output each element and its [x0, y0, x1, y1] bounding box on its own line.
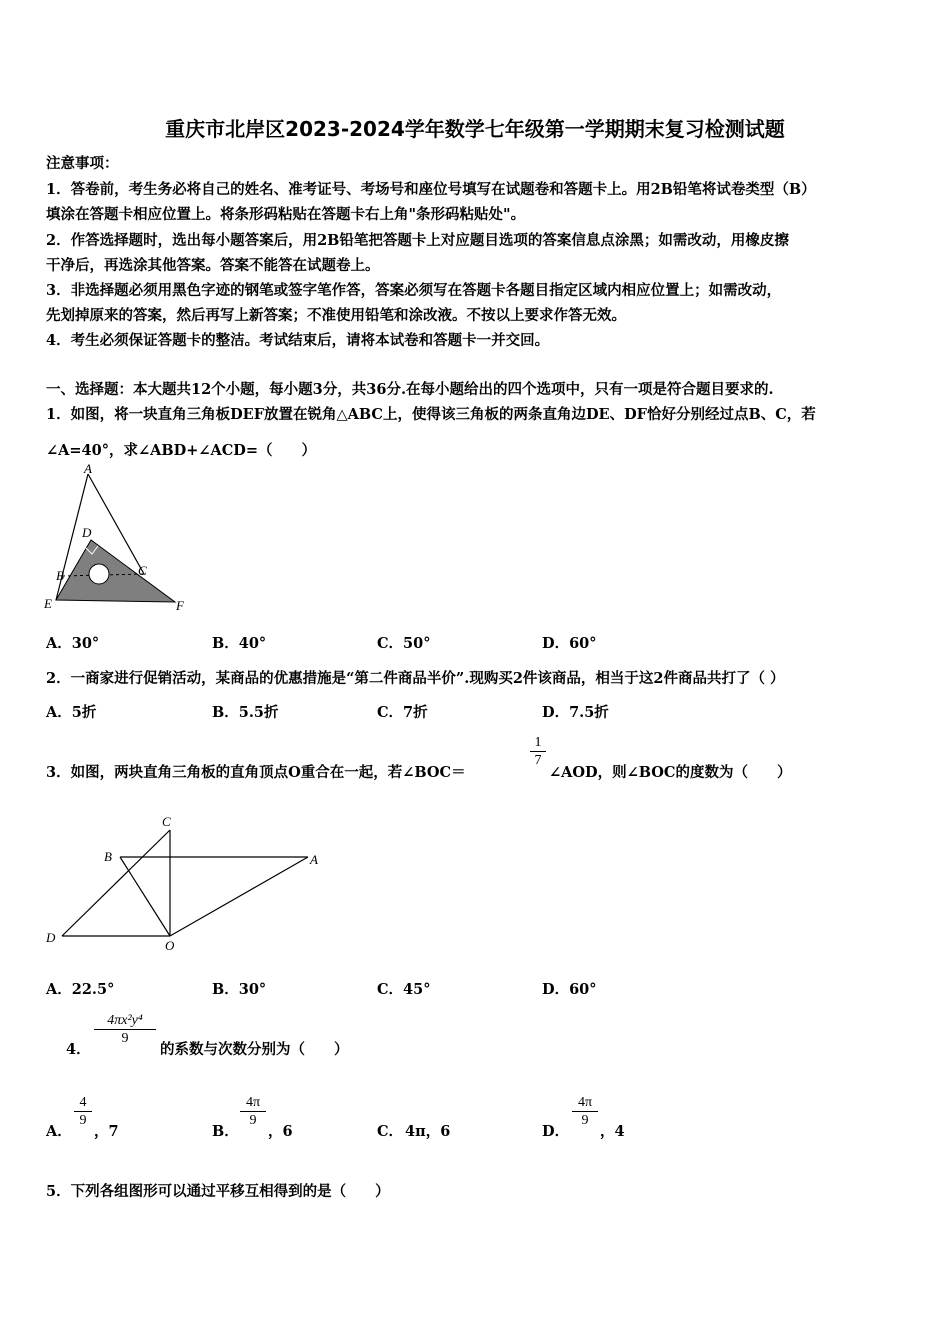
q2-option-c[interactable]: C．7折 [377, 704, 428, 721]
q5-stem: 5．下列各组图形可以通过平移互相得到的是（ ） [46, 1183, 390, 1200]
q3-option-c[interactable]: C．45° [377, 981, 431, 998]
notice-line: 先划掉原来的答案，然后再写上新答案；不准使用铅笔和涂改液。不按以上要求作答无效。 [46, 307, 626, 324]
q4-option-d-letter[interactable]: D． [542, 1123, 570, 1140]
q1-stem: 1．如图，将一块直角三角板DEF放置在锐角△ABC上，使得该三角板的两条直角边DE、DF恰好分别经过点B、C，若 [46, 406, 816, 423]
q4-option-a-letter[interactable]: A． [46, 1123, 72, 1140]
notice-line: 干净后，再选涂其他答案。答案不能答在试题卷上。 [46, 257, 380, 274]
q1-option-a[interactable]: A．30° [46, 635, 100, 652]
q4-frac-den: 9 [94, 1029, 156, 1047]
q4-number: 4． [66, 1041, 91, 1058]
page-title: 重庆市北岸区2023-2024学年数学七年级第一学期期末复习检测试题 [165, 117, 785, 141]
q1-label-a: A [84, 462, 92, 476]
q3-label-a: A [310, 852, 318, 867]
q4-option-a-den: 9 [74, 1111, 92, 1129]
q4-option-a-fraction[interactable] [74, 1094, 92, 1129]
q3-frac-num: 1 [534, 735, 542, 750]
notice-line: 3．非选择题必须用黑色字迹的钢笔或签字笔作答，答案必须写在答题卡各题目指定区域内相应位置上；如需改动， [46, 282, 782, 299]
q3-label-b: B [104, 849, 112, 864]
q1-figure [38, 462, 198, 620]
q4-option-d-num: 4π [577, 1095, 593, 1110]
notice-line: 填涂在答题卡相应位置上。将条形码粘贴在答题卡右上角"条形码粘贴处"。 [46, 206, 526, 223]
q4-option-a-num: 4 [79, 1095, 87, 1110]
q1-stem: ∠A=40°，求∠ABD+∠ACD=（ ） [46, 442, 317, 459]
notice-line: 4．考生必须保证答题卡的整洁。考试结束后，请将本试卷和答题卡一并交回。 [46, 332, 550, 349]
notice-heading: 注意事项： [46, 155, 119, 172]
q3-stem: ∠AOD，则∠BOC的度数为（ ） [549, 764, 792, 781]
q2-option-a[interactable]: A．5折 [46, 704, 97, 721]
q3-option-b[interactable]: B．30° [212, 981, 267, 998]
q3-label-d: D [46, 930, 56, 945]
q3-frac-den: 7 [530, 751, 546, 769]
q3-label-c: C [162, 814, 171, 829]
q4-option-b-num: 4π [245, 1095, 261, 1110]
q4-expression [94, 1012, 156, 1047]
notice-line: 2．作答选择题时，选出每小题答案后，用2B铅笔把答题卡上对应题目选项的答案信息点涂黑；如需改动，用橡皮擦 [46, 232, 789, 249]
q1-option-b[interactable]: B．40° [212, 635, 267, 652]
q4-option-d-rest: ，4 [600, 1123, 625, 1140]
q4-option-c-text: 4π，6 [405, 1123, 451, 1140]
q4-option-b-den: 9 [240, 1111, 266, 1129]
q1-label-e: E [44, 596, 52, 611]
q3-label-o: O [165, 938, 175, 953]
q3-option-a[interactable]: A．22.5° [46, 981, 115, 998]
q1-label-f: F [176, 598, 184, 613]
q4-option-b-rest: ，6 [268, 1123, 293, 1140]
q1-option-d[interactable]: D．60° [542, 635, 597, 652]
q4-option-d-den: 9 [572, 1111, 598, 1129]
q1-label-c: C [138, 563, 147, 578]
q4-option-b-fraction[interactable] [240, 1094, 266, 1129]
q4-stem: 的系数与次数分别为（ ） [160, 1041, 349, 1058]
q3-figure [40, 812, 330, 954]
q3-fraction [530, 734, 546, 769]
q2-stem: 2．一商家进行促销活动，某商品的优惠措施是“第二件商品半价”.现购买2件该商品，相当于这2件商品共打了（ ） [46, 670, 785, 687]
q4-frac-num: 4πx²y⁴ [107, 1013, 143, 1028]
q3-stem: 3．如图，两块直角三角板的直角顶点O重合在一起，若∠BOC＝ [46, 764, 466, 781]
section-heading: 一、选择题：本大题共12个小题，每小题3分，共36分.在每小题给出的四个选项中，只有一项是符合题目要求的. [46, 381, 774, 398]
q1-option-c[interactable]: C．50° [377, 635, 431, 652]
q4-option-c-letter[interactable]: C． [377, 1123, 404, 1140]
q4-option-a-rest: ，7 [94, 1123, 119, 1140]
q2-option-d[interactable]: D．7.5折 [542, 704, 609, 721]
q4-option-d-fraction[interactable] [572, 1094, 598, 1129]
q1-label-d: D [82, 525, 92, 540]
q3-option-d[interactable]: D．60° [542, 981, 597, 998]
notice-line: 1．答卷前，考生务必将自己的姓名、准考证号、考场号和座位号填写在试题卷和答题卡上。用2B铅笔将试卷类型（B） [46, 181, 816, 198]
q2-option-b[interactable]: B．5.5折 [212, 704, 279, 721]
q1-label-b: B [56, 568, 64, 583]
q4-option-b-letter[interactable]: B． [212, 1123, 239, 1140]
